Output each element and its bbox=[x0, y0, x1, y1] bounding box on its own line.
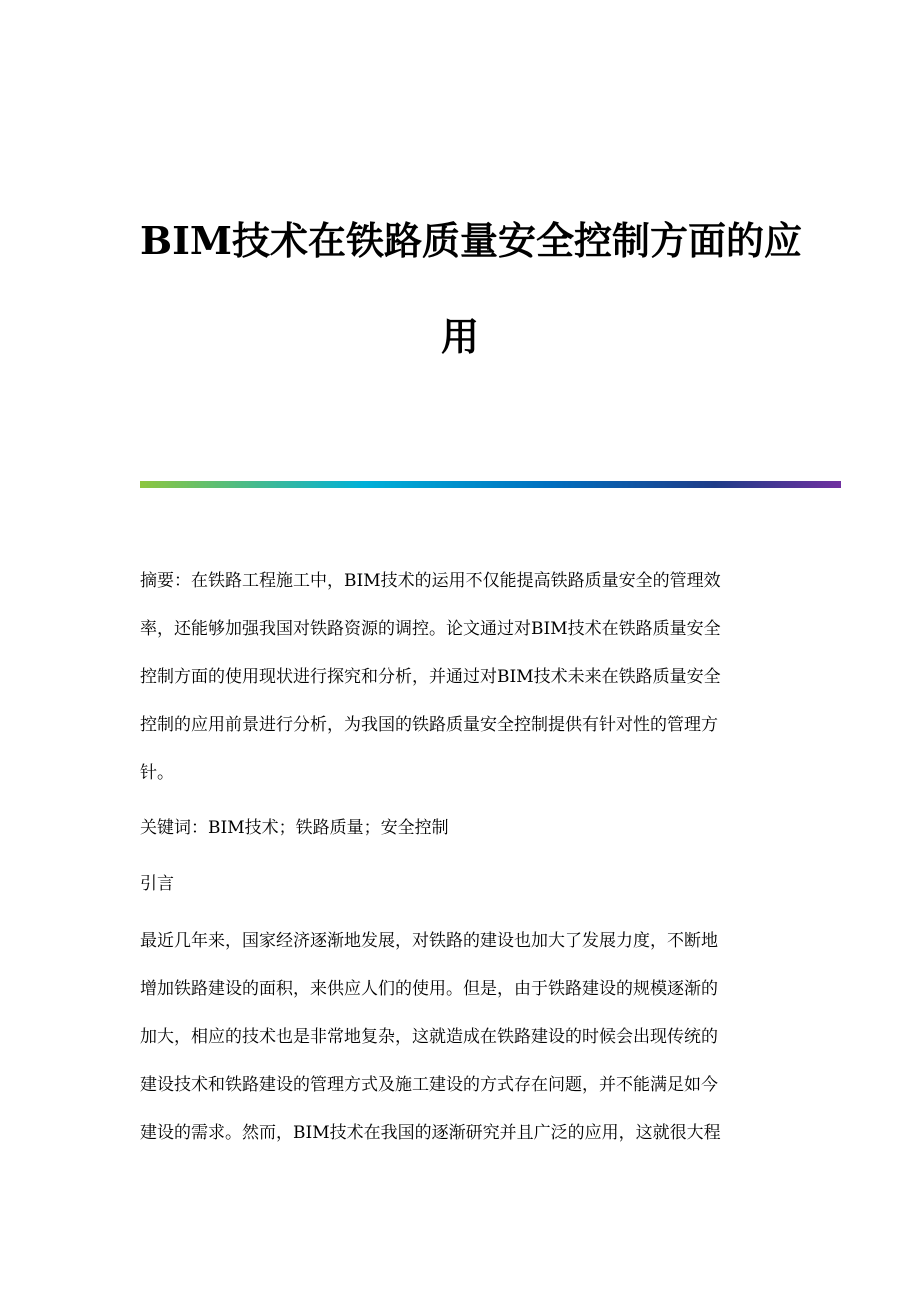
abstract-line-3: 控制方面的使用现状进行探究和分析，并通过对BIM技术未来在铁路质量安全 bbox=[140, 667, 721, 687]
intro-line-3: 加大，相应的技术也是非常地复杂，这就造成在铁路建设的时候会出现传统的 bbox=[140, 1027, 718, 1047]
abstract-line-4: 控制的应用前景进行分析，为我国的铁路质量安全控制提供有针对性的管理方 bbox=[140, 715, 718, 735]
intro-heading: 引言 bbox=[140, 874, 174, 894]
abstract-line-2: 率，还能够加强我国对铁路资源的调控。论文通过对BIM技术在铁路质量安全 bbox=[140, 619, 721, 639]
document-title-line-2: 用 bbox=[440, 314, 479, 359]
document-title-line-1: BIM技术在铁路质量安全控制方面的应 bbox=[140, 218, 802, 263]
keywords: 关键词：BIM技术；铁路质量；安全控制 bbox=[140, 818, 449, 838]
intro-line-2: 增加铁路建设的面积，来供应人们的使用。但是，由于铁路建设的规模逐渐的 bbox=[140, 979, 718, 999]
intro-line-4: 建设技术和铁路建设的管理方式及施工建设的方式存在问题，并不能满足如今 bbox=[140, 1075, 718, 1095]
abstract-line-1: 摘要：在铁路工程施工中，BIM技术的运用不仅能提高铁路质量安全的管理效 bbox=[140, 571, 721, 591]
title-divider-gradient bbox=[140, 481, 841, 488]
intro-line-1: 最近几年来，国家经济逐渐地发展，对铁路的建设也加大了发展力度，不断地 bbox=[140, 931, 718, 951]
intro-line-5: 建设的需求。然而，BIM技术在我国的逐渐研究并且广泛的应用，这就很大程 bbox=[140, 1123, 721, 1143]
abstract-line-5: 针。 bbox=[140, 763, 174, 783]
